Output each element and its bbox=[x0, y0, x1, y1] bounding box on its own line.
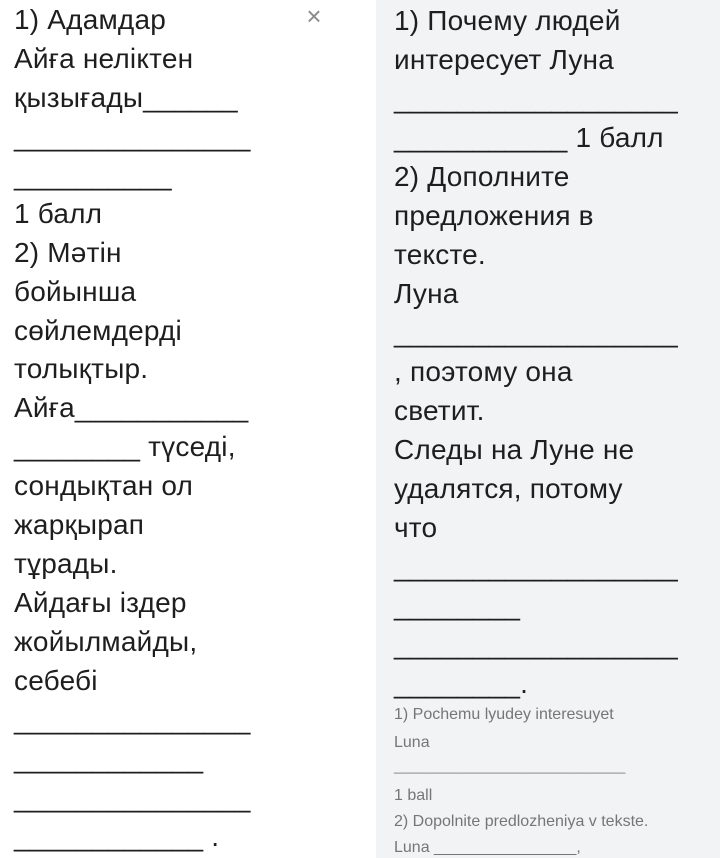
kz-line: жойылмайды, bbox=[14, 626, 198, 657]
kz-line: _______________ bbox=[14, 704, 251, 735]
ru-line: тексте. bbox=[394, 239, 486, 270]
ru-line: 1) Почему людей bbox=[394, 5, 621, 36]
transliteration-line: 1 ball bbox=[394, 787, 433, 804]
transliteration-line: Luna ________________, bbox=[394, 839, 581, 856]
transliteration-line: 2) Dopolnite predlozheniya v tekste. bbox=[394, 813, 649, 830]
ru-line: Следы на Луне не bbox=[394, 434, 635, 465]
ru-line: , поэтому она bbox=[394, 356, 573, 387]
ru-line: ________. bbox=[394, 668, 529, 699]
kz-line: Айға неліктен bbox=[14, 43, 194, 74]
ru-line: интересует Луна bbox=[394, 44, 614, 75]
kz-line: қызығады______ bbox=[14, 82, 238, 113]
ru-line: __________________ bbox=[394, 629, 678, 660]
kz-line: _______________ bbox=[14, 121, 251, 152]
russian-text-panel bbox=[376, 0, 720, 858]
kz-line: 2) Мәтін bbox=[14, 237, 122, 268]
ru-line: предложения в bbox=[394, 200, 594, 231]
kz-line: ____________ . bbox=[14, 821, 220, 852]
transliteration-line: Luna bbox=[394, 734, 430, 751]
ru-line: __________________ bbox=[394, 551, 678, 582]
ru-line: удалятся, потому bbox=[394, 473, 623, 504]
transliteration-line: ________________________________ bbox=[394, 759, 626, 774]
kz-line: тұрады. bbox=[14, 548, 118, 579]
ru-line: светит. bbox=[394, 395, 485, 426]
close-icon[interactable]: × bbox=[306, 1, 322, 31]
kz-line: 1 балл bbox=[14, 198, 103, 229]
transliteration-line: 1) Pochemu lyudey interesuyet bbox=[394, 706, 614, 723]
kz-line: Айдағы іздер bbox=[14, 587, 187, 618]
ru-line: 2) Дополните bbox=[394, 161, 570, 192]
kz-line: 1) Адамдар bbox=[14, 4, 166, 35]
ru-line: __________________ bbox=[394, 83, 678, 114]
kz-line: бойынша bbox=[14, 276, 137, 307]
kz-line: сондықтан ол bbox=[14, 470, 194, 501]
kz-line: __________ bbox=[14, 160, 172, 191]
ru-line: что bbox=[394, 512, 438, 543]
kz-line: себебі bbox=[14, 665, 98, 696]
kz-line: жарқырап bbox=[14, 509, 145, 540]
ru-line: ___________ 1 балл bbox=[394, 122, 664, 153]
kz-line: _______________ bbox=[14, 782, 251, 813]
kz-line: Айға___________ bbox=[14, 392, 249, 423]
kz-line: сөйлемдерді bbox=[14, 315, 182, 346]
ru-line: ________ bbox=[394, 590, 521, 621]
ru-line: __________________ bbox=[394, 317, 678, 348]
kz-line: ________ түседі, bbox=[14, 431, 236, 462]
kz-line: толықтыр. bbox=[14, 353, 149, 384]
ru-line: Луна bbox=[394, 278, 459, 309]
kz-line: ____________ bbox=[14, 743, 204, 774]
